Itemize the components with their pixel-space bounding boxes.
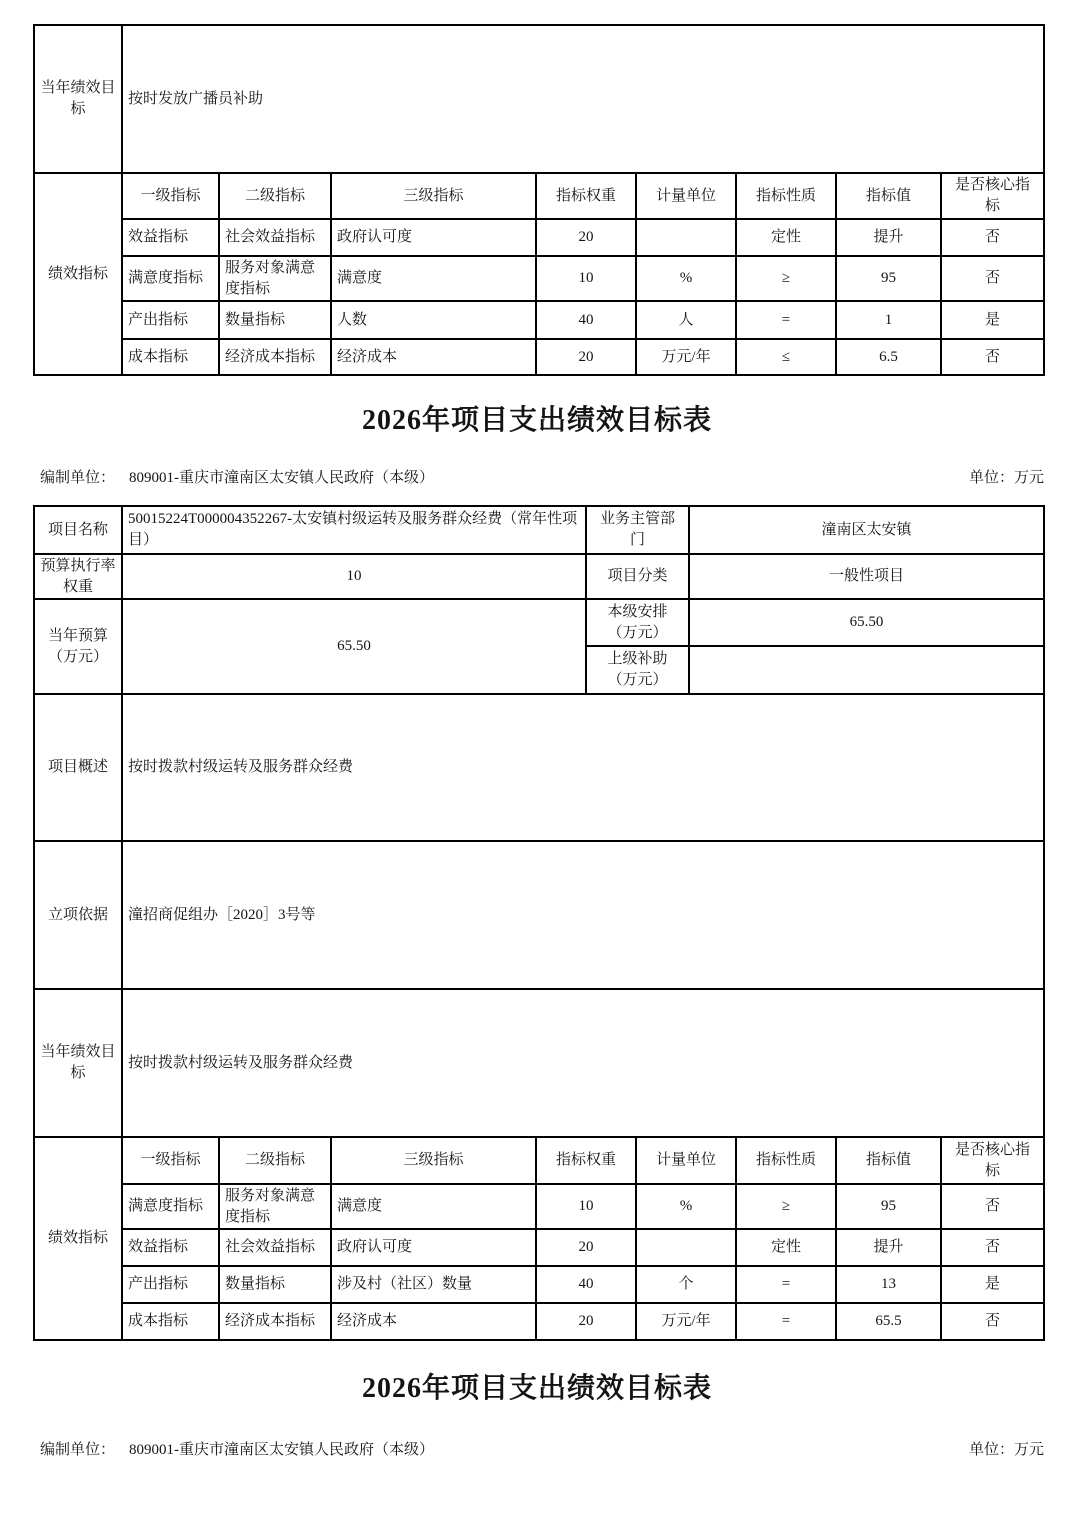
indicator-cell: 服务对象满意度指标: [220, 257, 330, 300]
header-nature: 指标性质: [737, 174, 835, 218]
indicator-cell: 涉及村（社区）数量: [332, 1267, 535, 1302]
project-name-label: 项目名称: [35, 507, 121, 553]
indicator-cell: 20: [537, 1304, 635, 1339]
indicator-cell: 40: [537, 1267, 635, 1302]
indicator-cell: 满意度指标: [123, 257, 218, 300]
meta-line: [40, 466, 1044, 487]
indicator-cell: 否: [942, 220, 1043, 255]
org-value: 809001-重庆市潼南区太安镇人民政府（本级）: [129, 1442, 435, 1458]
project-target-table: [33, 505, 1045, 1341]
top-performance-grid: [35, 26, 1043, 374]
indicator-cell: 10: [537, 1185, 635, 1228]
basis-label: 立项依据: [35, 842, 121, 988]
category-value: 一般性项目: [690, 555, 1043, 598]
project-table-sections: [35, 507, 1043, 1339]
indicator-cell: 1: [837, 302, 940, 338]
indicator-cell: 满意度: [332, 257, 535, 300]
org-group: [40, 466, 434, 487]
indicator-cell: 提升: [837, 220, 940, 255]
org-group: [40, 1438, 434, 1459]
header-core: 是否核心指标: [942, 174, 1043, 218]
indicator-cell: 否: [942, 1185, 1043, 1228]
indicator-cell: 10: [537, 257, 635, 300]
indicator-cell: 政府认可度: [332, 1230, 535, 1265]
indicator-cell: ≥: [737, 257, 835, 300]
indicator-cell: 定性: [737, 220, 835, 255]
header-level3: 三级指标: [332, 174, 535, 218]
indicator-cell: %: [637, 1185, 735, 1228]
indicator-cell: 产出指标: [123, 1267, 218, 1302]
project-indicator-grid: [35, 1138, 1043, 1339]
org-label: 编制单位：: [40, 470, 116, 486]
indicator-cell: 服务对象满意度指标: [220, 1185, 330, 1228]
indicators-label: 绩效指标: [35, 174, 121, 374]
indicator-cell: [637, 1230, 735, 1265]
local-budget-label: 本级安排（万元）: [587, 600, 688, 645]
indicator-cell: 定性: [737, 1230, 835, 1265]
local-budget-value: 65.50: [690, 600, 1043, 645]
header-value: 指标值: [837, 174, 940, 218]
header-nature: 指标性质: [737, 1138, 835, 1183]
indicator-cell: 否: [942, 1230, 1043, 1265]
header-level3: 三级指标: [332, 1138, 535, 1183]
meta-line: [40, 1438, 1044, 1459]
dept-label: 业务主管部门: [587, 507, 688, 553]
annual-goal-value: 按时发放广播员补助: [123, 26, 1043, 172]
indicator-cell: 95: [837, 257, 940, 300]
indicator-cell: 社会效益指标: [220, 1230, 330, 1265]
indicator-cell: 95: [837, 1185, 940, 1228]
indicator-cell: [637, 220, 735, 255]
page-title: 2026年项目支出绩效目标表: [361, 405, 712, 436]
weight-value: 10: [123, 555, 585, 598]
header-value: 指标值: [837, 1138, 940, 1183]
indicator-cell: 满意度: [332, 1185, 535, 1228]
indicator-cell: =: [737, 302, 835, 338]
indicator-cell: ≥: [737, 1185, 835, 1228]
indicator-cell: 否: [942, 340, 1043, 374]
indicator-cell: 万元/年: [637, 1304, 735, 1339]
indicator-cell: 65.5: [837, 1304, 940, 1339]
indicator-cell: 政府认可度: [332, 220, 535, 255]
indicator-cell: 经济成本: [332, 1304, 535, 1339]
indicator-cell: 效益指标: [123, 1230, 218, 1265]
org-value: 809001-重庆市潼南区太安镇人民政府（本级）: [129, 470, 435, 486]
budget-value: 65.50: [123, 600, 585, 693]
header-unit: 计量单位: [637, 1138, 735, 1183]
annual-goal-value: 按时拨款村级运转及服务群众经费: [123, 990, 1043, 1136]
header-level1: 一级指标: [123, 174, 218, 218]
basis-value: 潼招商促组办［2020］3号等: [123, 842, 1043, 988]
indicator-cell: 否: [942, 257, 1043, 300]
dept-value: 潼南区太安镇: [690, 507, 1043, 553]
unit-label: 单位：万元: [968, 1442, 1044, 1458]
indicator-cell: 20: [537, 220, 635, 255]
header-level1: 一级指标: [123, 1138, 218, 1183]
overview-value: 按时拨款村级运转及服务群众经费: [123, 695, 1043, 840]
header-weight: 指标权重: [537, 174, 635, 218]
category-label: 项目分类: [587, 555, 688, 598]
header-core: 是否核心指标: [942, 1138, 1043, 1183]
indicator-cell: 否: [942, 1304, 1043, 1339]
upper-subsidy-label: 上级补助（万元）: [587, 647, 688, 693]
upper-subsidy-value: [690, 647, 1043, 693]
org-label: 编制单位：: [40, 1442, 116, 1458]
annual-goal-label: 当年绩效目标: [35, 26, 121, 172]
indicator-cell: 万元/年: [637, 340, 735, 374]
indicator-cell: 成本指标: [123, 340, 218, 374]
indicator-cell: 成本指标: [123, 1304, 218, 1339]
indicators-label: 绩效指标: [35, 1138, 121, 1339]
annual-goal-label: 当年绩效目标: [35, 990, 121, 1136]
indicator-cell: =: [737, 1304, 835, 1339]
project-info-grid: [35, 507, 1043, 1136]
indicator-cell: 13: [837, 1267, 940, 1302]
header-level2: 二级指标: [220, 174, 330, 218]
indicator-cell: 数量指标: [220, 302, 330, 338]
indicator-cell: 效益指标: [123, 220, 218, 255]
indicator-cell: 20: [537, 340, 635, 374]
indicator-cell: 是: [942, 1267, 1043, 1302]
indicator-cell: =: [737, 1267, 835, 1302]
indicator-cell: 产出指标: [123, 302, 218, 338]
indicator-cell: 经济成本指标: [220, 340, 330, 374]
indicator-cell: 6.5: [837, 340, 940, 374]
indicator-cell: 人: [637, 302, 735, 338]
indicator-cell: ≤: [737, 340, 835, 374]
weight-label: 预算执行率权重: [35, 555, 121, 598]
indicator-cell: 经济成本: [332, 340, 535, 374]
page-title: 2026年项目支出绩效目标表: [361, 1373, 712, 1404]
header-unit: 计量单位: [637, 174, 735, 218]
indicator-cell: 40: [537, 302, 635, 338]
indicator-cell: 社会效益指标: [220, 220, 330, 255]
indicator-cell: 是: [942, 302, 1043, 338]
indicator-cell: %: [637, 257, 735, 300]
unit-label: 单位：万元: [968, 470, 1044, 486]
project-name-value: 50015224T000004352267-太安镇村级运转及服务群众经费（常年性项目）: [123, 507, 585, 553]
indicator-cell: 经济成本指标: [220, 1304, 330, 1339]
overview-label: 项目概述: [35, 695, 121, 840]
header-level2: 二级指标: [220, 1138, 330, 1183]
header-weight: 指标权重: [537, 1138, 635, 1183]
indicator-cell: 提升: [837, 1230, 940, 1265]
indicator-cell: 数量指标: [220, 1267, 330, 1302]
indicator-cell: 个: [637, 1267, 735, 1302]
budget-label: 当年预算（万元）: [35, 600, 121, 693]
top-performance-table: [33, 24, 1045, 376]
indicator-cell: 20: [537, 1230, 635, 1265]
indicator-cell: 满意度指标: [123, 1185, 218, 1228]
indicator-cell: 人数: [332, 302, 535, 338]
